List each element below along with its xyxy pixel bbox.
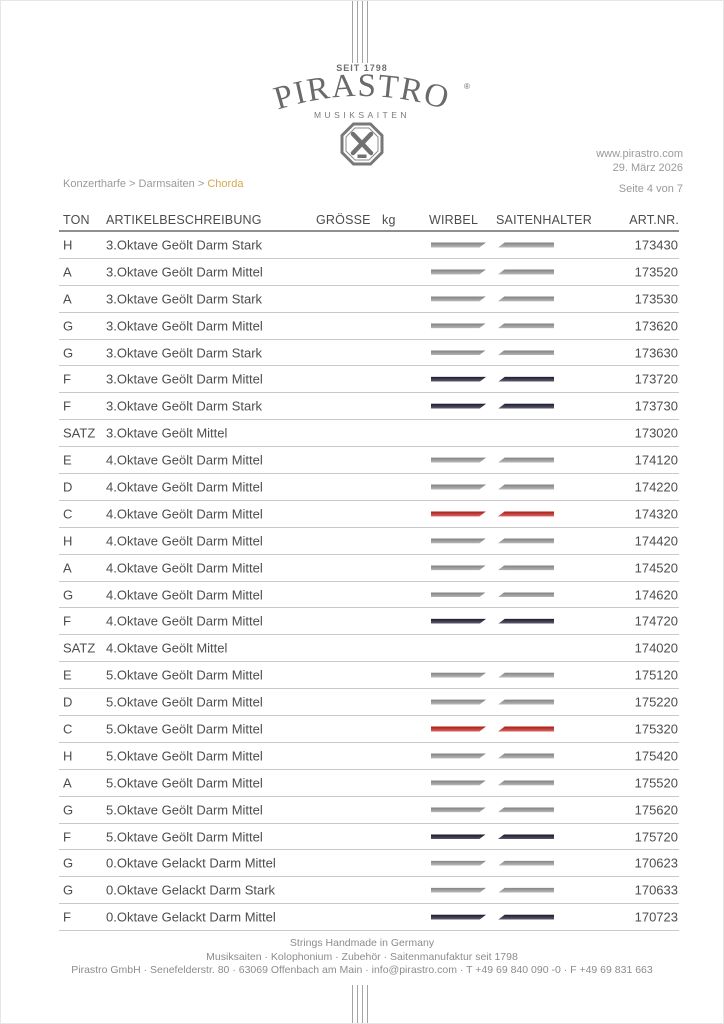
cell-desc: 3.Oktave Geölt Mittel [106,425,228,441]
saitenhalter-color-bar-gray [498,592,554,597]
cell-artnr: 173020 [634,425,678,441]
saitenhalter-color-bar-gray [498,780,554,785]
saitenhalter-color-bar-gray [498,242,554,247]
cell-ton: H [63,533,73,549]
cell-ton: H [63,748,73,764]
table-row [59,259,679,286]
page-indicator: Seite 4 von 7 [618,183,683,195]
date-label: 29. März 2026 [612,162,683,174]
table-row [59,366,679,393]
wirbel-color-bar-gray [431,350,486,355]
wirbel-color-bar-gray [431,700,486,705]
column-header-groesse: GRÖSSE [316,213,371,227]
cell-artnr: 175120 [634,667,678,683]
table-row [59,716,679,743]
footer-products: Musiksaiten · Kolophonium · Zubehör · Saitenmanufaktur seit 1798 [206,950,518,963]
table-row [59,797,679,824]
wirbel-color-bar-navy [431,915,486,920]
wirbel-color-bar-gray [431,538,486,543]
cell-ton: G [63,802,74,818]
cell-ton: A [63,560,72,576]
cell-desc: 5.Oktave Geölt Darm Mittel [106,802,263,818]
cell-ton: A [63,775,72,791]
cell-desc: 5.Oktave Geölt Darm Mittel [106,667,263,683]
table-row [59,340,679,367]
cell-desc: 5.Oktave Geölt Darm Mittel [106,694,263,710]
cell-ton: G [63,345,74,360]
column-header-beschreibung: ARTIKELBESCHREIBUNG [106,213,262,227]
cell-desc: 5.Oktave Geölt Darm Mittel [106,721,263,737]
cell-desc: 4.Oktave Geölt Darm Mittel [106,613,263,629]
wirbel-color-bar-navy [431,404,486,409]
cell-artnr: 173630 [634,345,678,360]
logo-subtitle: MUSIKSAITEN [313,110,411,120]
cell-artnr: 175320 [634,721,678,737]
cell-desc: 3.Oktave Geölt Darm Stark [106,398,263,414]
cell-desc: 4.Oktave Geölt Darm Mittel [106,452,263,468]
table-row [59,501,679,528]
saitenhalter-color-bar-gray [498,269,554,274]
cell-artnr: 175720 [634,829,678,845]
table-row [59,474,679,501]
saitenhalter-color-bar-gray [498,753,554,758]
registered-mark: ® [464,82,470,91]
cell-ton: G [63,318,74,334]
cell-ton: E [63,452,72,468]
cell-artnr: 174720 [634,613,678,629]
wirbel-color-bar-gray [431,753,486,758]
cell-artnr: 173720 [634,371,678,387]
cell-ton: C [63,721,73,737]
cell-artnr: 173430 [634,237,678,253]
cell-ton: SATZ [63,425,96,441]
wirbel-color-bar-gray [431,565,486,570]
website-link[interactable]: www.pirastro.com [596,148,683,160]
column-header-ton: TON [63,213,90,227]
saitenhalter-color-bar-gray [498,888,554,893]
table-row [59,689,679,716]
table-row [59,393,679,420]
saitenhalter-color-bar-gray [498,296,554,301]
cell-desc: 4.Oktave Geölt Darm Mittel [106,587,263,603]
table-row [59,447,679,474]
cell-ton: H [63,237,73,253]
wirbel-color-bar-gray [431,269,486,274]
cell-desc: 5.Oktave Geölt Darm Mittel [106,748,263,764]
saitenhalter-color-bar-red [498,726,554,731]
saitenhalter-color-bar-gray [498,700,554,705]
cell-artnr: 170623 [634,855,678,871]
cell-ton: G [63,882,74,898]
cell-ton: SATZ [63,640,96,656]
saitenhalter-color-bar-gray [498,565,554,570]
cell-ton: C [63,506,73,522]
cell-ton: F [63,909,71,925]
cell-artnr: 170723 [634,909,678,925]
saitenhalter-color-bar-red [498,511,554,516]
table-row [59,743,679,770]
cell-desc: 4.Oktave Geölt Darm Mittel [106,506,263,522]
table-row [59,528,679,555]
table-row [59,662,679,689]
saitenhalter-color-bar-navy [498,915,554,920]
table-row [59,904,679,931]
column-header-saitenhalter: SAITENHALTER [496,213,592,227]
breadcrumb [63,178,243,190]
saitenhalter-color-bar-gray [498,350,554,355]
cell-ton: F [63,613,71,629]
column-header-wirbel: WIRBEL [429,213,479,227]
cell-desc: 3.Oktave Geölt Darm Mittel [106,371,263,387]
footer-company-contact: Pirastro GmbH · Senefelderstr. 80 · 63069 Offenbach am Main · info@pirastro.com · T +49 69 840 090 -0 · F +49 69 831 663 [71,964,653,976]
wirbel-color-bar-gray [431,673,486,678]
table-row [59,313,679,340]
cell-desc: 3.Oktave Geölt Darm Stark [106,291,263,307]
cell-artnr: 174620 [634,587,678,603]
cell-desc: 0.Oktave Gelackt Darm Stark [106,882,276,898]
logo-seit-text: SEIT 1798 [336,63,388,73]
saitenhalter-color-bar-gray [498,861,554,866]
table-row [59,420,679,447]
saitenhalter-color-bar-gray [498,807,554,812]
saitenhalter-color-bar-gray [498,458,554,463]
table-row [59,232,679,259]
saitenhalter-color-bar-navy [498,377,554,382]
cell-ton: D [63,479,73,495]
table-row [59,286,679,313]
cell-desc: 3.Oktave Geölt Darm Mittel [106,318,263,334]
saitenhalter-color-bar-navy [498,834,554,839]
table-header [59,213,679,231]
wirbel-color-bar-red [431,726,486,731]
wirbel-color-bar-gray [431,807,486,812]
page-footer [1,937,723,978]
saitenhalter-color-bar-gray [498,323,554,328]
table-row [59,850,679,877]
column-header-kg: kg [382,213,396,227]
cell-desc: 4.Oktave Geölt Darm Mittel [106,560,263,576]
cell-ton: E [63,667,72,683]
table-row [59,635,679,662]
logo-strings-top-decoration [352,1,368,63]
cell-artnr: 174220 [634,479,678,495]
column-header-artnr: ART.NR. [629,213,679,227]
pirastro-emblem-icon [340,121,384,167]
cell-ton: F [63,398,71,414]
cell-artnr: 174320 [634,506,678,522]
wirbel-color-bar-navy [431,619,486,624]
wirbel-color-bar-gray [431,484,486,489]
wirbel-color-bar-navy [431,377,486,382]
cell-desc: 5.Oktave Geölt Darm Mittel [106,775,263,791]
table-row [59,555,679,582]
wirbel-color-bar-gray [431,888,486,893]
cell-desc: 4.Oktave Geölt Mittel [106,640,228,656]
cell-ton: G [63,587,74,603]
saitenhalter-color-bar-gray [498,673,554,678]
footer-tagline: Strings Handmade in Germany [289,937,435,949]
cell-ton: A [63,291,72,307]
saitenhalter-color-bar-gray [498,538,554,543]
wirbel-color-bar-gray [431,296,486,301]
breadcrumb-current-chorda: Chorda [207,178,244,190]
cell-artnr: 174120 [634,452,678,468]
cell-artnr: 170633 [634,882,678,898]
cell-ton: A [63,264,72,280]
wirbel-color-bar-gray [431,242,486,247]
breadcrumb-item-konzertharfe[interactable]: Konzertharfe [63,178,126,190]
cell-desc: 0.Oktave Gelackt Darm Mittel [106,855,276,871]
cell-ton: F [63,829,71,845]
cell-desc: 4.Oktave Geölt Darm Mittel [106,479,263,495]
table-body [59,232,679,931]
cell-artnr: 175520 [634,775,678,791]
saitenhalter-color-bar-gray [498,484,554,489]
saitenhalter-color-bar-navy [498,619,554,624]
saitenhalter-color-bar-navy [498,404,554,409]
cell-artnr: 174020 [634,640,678,656]
cell-ton: F [63,371,71,387]
logo-wordmark: PIRASTRO [269,73,454,118]
cell-artnr: 173730 [634,398,678,414]
table-row [59,877,679,904]
wirbel-color-bar-gray [431,458,486,463]
wirbel-color-bar-red [431,511,486,516]
cell-desc: 4.Oktave Geölt Darm Mittel [106,533,263,549]
wirbel-color-bar-gray [431,861,486,866]
cell-desc: 3.Oktave Geölt Darm Mittel [106,264,263,280]
breadcrumb-item-darmsaiten[interactable]: Darmsaiten [138,178,195,190]
table-row [59,608,679,635]
cell-desc: 3.Oktave Geölt Darm Stark [106,345,263,360]
cell-desc: 0.Oktave Gelackt Darm Mittel [106,909,276,925]
breadcrumb-separator: > [129,178,136,190]
table-row [59,770,679,797]
cell-artnr: 174520 [634,560,678,576]
cell-artnr: 173530 [634,291,678,307]
cell-artnr: 173620 [634,318,678,334]
cell-ton: G [63,855,74,871]
cell-desc: 5.Oktave Geölt Darm Mittel [106,829,263,845]
wirbel-color-bar-gray [431,780,486,785]
cell-artnr: 175420 [634,748,678,764]
wirbel-color-bar-gray [431,592,486,597]
wirbel-color-bar-navy [431,834,486,839]
table-row [59,582,679,609]
cell-artnr: 174420 [634,533,678,549]
cell-artnr: 175220 [634,694,678,710]
cell-desc: 3.Oktave Geölt Darm Stark [106,237,263,253]
table-row [59,824,679,851]
cell-ton: D [63,694,73,710]
cell-artnr: 175620 [634,802,678,818]
wirbel-color-bar-gray [431,323,486,328]
logo-strings-bottom-decoration [352,985,368,1024]
breadcrumb-separator: > [197,178,205,190]
cell-artnr: 173520 [634,264,678,280]
